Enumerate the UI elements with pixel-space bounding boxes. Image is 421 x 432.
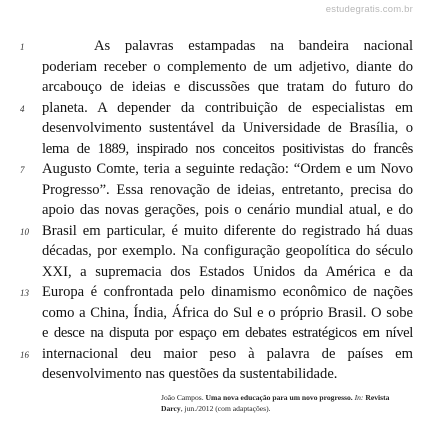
passage-line: internacional deu maior peso à palavra de países em: [42, 345, 413, 362]
passage-line: Progresso”. Essa renovação de ideias, entretanto, precisa do: [42, 181, 413, 198]
passage-line: poderiam receber o complemento de um adjetivo, diante do: [42, 58, 413, 75]
passage-line: décadas, por exemplo. Na configuração geopolítica do século: [42, 243, 413, 259]
passage-line: desenvolvimento sustentável da Universidade de Brasília, o: [42, 120, 413, 136]
line-number: 4: [20, 104, 25, 114]
passage-line: Brasil em particular, é muito diferente do registrado há duas: [42, 222, 413, 239]
citation-source: Revista Darcy: [161, 393, 390, 413]
passage-line: lema de 1889, inspirado nos conceitos positivistas do francês: [42, 140, 413, 157]
line-number: 16: [20, 350, 29, 360]
citation-date: , jun./2012 (com adaptações).: [180, 404, 271, 413]
passage-line: XXI, a supremacia dos Estados Unidos da América e da: [42, 263, 413, 280]
passage-line: arcabouço de ideias e discussões que tratam do futuro do: [42, 79, 413, 95]
passage-line: planeta. A depender da contribuição de especialistas em: [42, 99, 413, 116]
passage-line: desenvolvimento nas questões da sustentabilidade.: [42, 366, 338, 382]
citation: [161, 392, 411, 414]
passage-line: apoio das novas gerações, pois o cenário mundial atual, e do: [42, 202, 413, 218]
line-number: 7: [20, 165, 25, 175]
passage-line: As palavras estampadas na bandeira nacional: [94, 38, 413, 54]
citation-in-label: In:: [354, 393, 364, 402]
citation-author: João Campos.: [161, 393, 204, 402]
line-number: 1: [20, 42, 25, 52]
passage-line: como a China, Índia, África do Sul e o próprio Brasil. O sobe: [42, 304, 413, 321]
line-number: 10: [20, 227, 29, 237]
watermark: estudegratis.com.br: [325, 4, 413, 15]
citation-title: Uma nova educação para um novo progresso.: [205, 393, 353, 402]
passage-line: Augusto Comte, teria a seguinte redação: “Ordem e um Novo: [42, 161, 413, 177]
passage-line: Europa é confrontada pelo dinamismo econômico de nações: [42, 284, 413, 300]
passage-line: e desce na disputa por espaço em debates estratégicos em nível: [42, 325, 413, 341]
line-number: 13: [20, 288, 29, 298]
